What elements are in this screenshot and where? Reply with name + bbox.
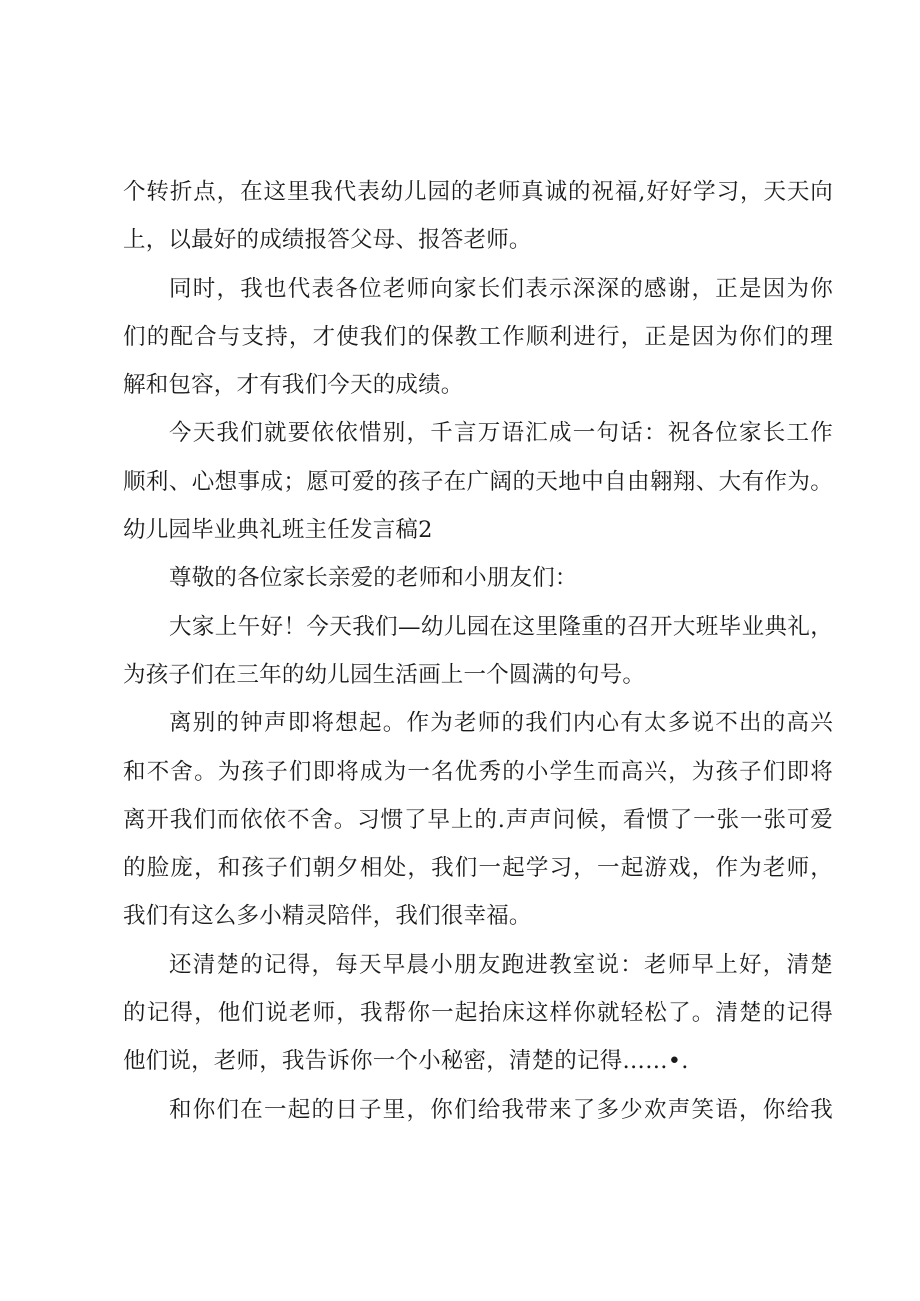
text-line: 和不舍。为孩子们即将成为一名优秀的小学生而高兴，为孩子们即将 — [123, 758, 833, 785]
paragraph-start-line: 大家上午好！今天我们—幼儿园在这里隆重的召开大班毕业典礼， — [169, 613, 833, 640]
text-line: 的记得，他们说老师，我帮你一起抬床这样你就轻松了。清楚的记得 — [123, 1000, 833, 1027]
text-line: 上，以最好的成绩报答父母、报答老师。 — [123, 227, 532, 254]
document-page — [123, 168, 833, 1134]
paragraph-start-line: 还清楚的记得，每天早晨小朋友跑进教室说：老师早上好，清楚 — [169, 951, 833, 978]
section-heading: 幼儿园毕业典礼班主任发言稿2 — [123, 517, 433, 544]
text-line: 离开我们而依依不舍。习惯了早上的.声声问候，看惯了一张一张可爱 — [123, 806, 833, 833]
text-line: 为孩子们在三年的幼儿园生活画上一个圆满的句号。 — [123, 661, 646, 688]
text-line: 他们说，老师，我告诉你一个小秘密，清楚的记得……•. — [123, 1048, 689, 1075]
paragraph-start-line: 和你们在一起的日子里，你们给我带来了多少欢声笑语，你给我 — [169, 1096, 833, 1123]
paragraph-start-line: 离别的钟声即将想起。作为老师的我们内心有太多说不出的高兴 — [169, 710, 833, 737]
paragraph-start-line: 同时，我也代表各位老师向家长们表示深深的感谢，正是因为你 — [169, 275, 833, 302]
text-line: 个转折点，在这里我代表幼儿园的老师真诚的祝福,好好学习，天天向 — [123, 179, 833, 205]
text-line: 们的配合与支持，才使我们的保教工作顺利进行，正是因为你们的理 — [123, 323, 833, 350]
text-line: 顺利、心想事成；愿可爱的孩子在广阔的天地中自由翱翔、大有作为。 — [123, 468, 833, 495]
salutation-line: 尊敬的各位家长亲爱的老师和小朋友们： — [169, 565, 578, 592]
text-line: 的脸庞，和孩子们朝夕相处，我们一起学习，一起游戏，作为老师， — [123, 855, 833, 882]
text-line: 解和包容，才有我们今天的成绩。 — [123, 372, 464, 399]
text-line: 我们有这么多小精灵陪伴，我们很幸福。 — [123, 903, 532, 930]
paragraph-start-line: 今天我们就要依依惜别，千言万语汇成一句话：祝各位家长工作 — [169, 420, 833, 447]
